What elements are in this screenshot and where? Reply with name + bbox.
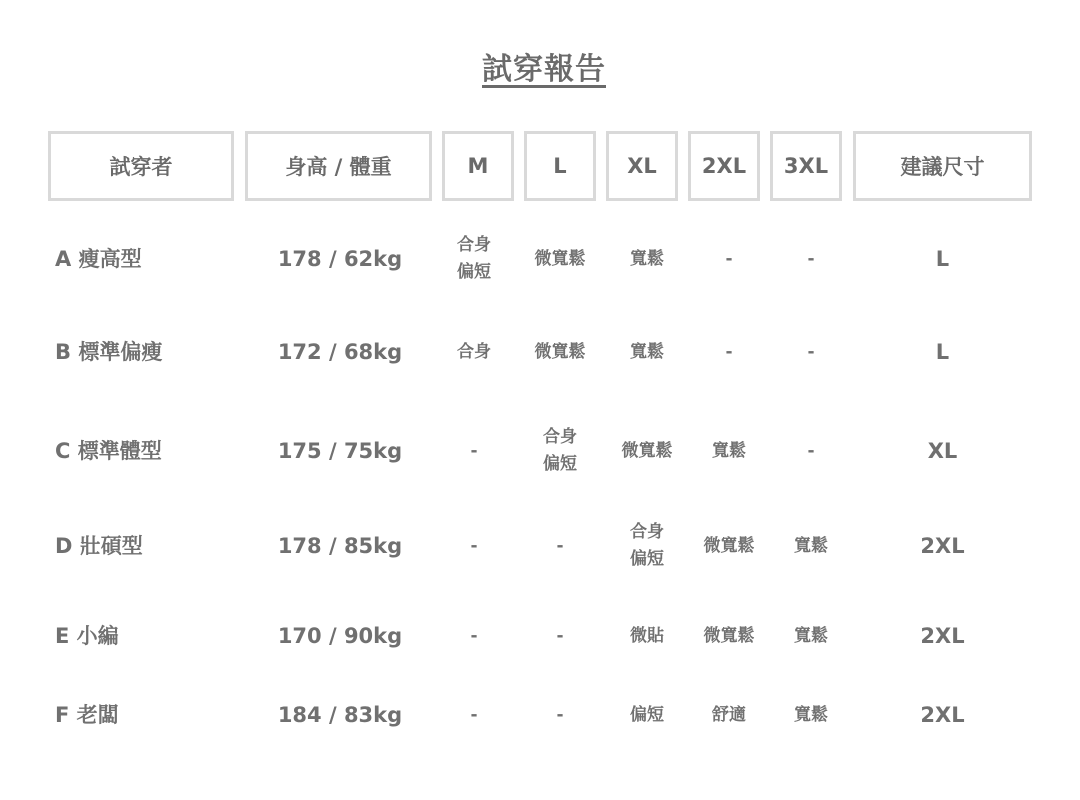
fit-xl: 寬鬆 <box>630 341 664 362</box>
header-size-3xl: 3XL <box>770 131 842 201</box>
fit-xl: 合身 偏短 <box>630 522 664 569</box>
fit-l: - <box>556 704 564 725</box>
header-height-weight: 身高 / 體重 <box>245 131 432 201</box>
row-tester-name: F 老闆 <box>55 702 119 727</box>
recommended-size: 2XL <box>920 702 965 727</box>
fit-m: - <box>470 440 478 461</box>
row-tester-name: D 壯碩型 <box>55 533 143 558</box>
row-body-stats: 178 / 62kg <box>277 246 403 271</box>
fit-2xl: 舒適 <box>712 704 746 725</box>
fit-3xl: 寬鬆 <box>794 535 828 556</box>
fit-xl: 偏短 <box>630 704 664 725</box>
fit-3xl: 寬鬆 <box>794 704 828 725</box>
fit-l: 微寬鬆 <box>534 248 586 269</box>
row-body-stats: 170 / 90kg <box>277 623 403 648</box>
fit-l: - <box>556 625 564 646</box>
fit-3xl: 寬鬆 <box>794 625 828 646</box>
header-size-2xl: 2XL <box>688 131 760 201</box>
fit-2xl: 微寬鬆 <box>703 535 755 556</box>
fit-m: 合身 偏短 <box>457 235 491 282</box>
row-body-stats: 172 / 68kg <box>277 339 403 364</box>
header-tester: 試穿者 <box>48 131 234 201</box>
fit-3xl: - <box>807 248 815 269</box>
fit-m: - <box>470 625 478 646</box>
header-size-xl: XL <box>606 131 678 201</box>
fit-xl: 微寬鬆 <box>621 440 673 461</box>
header-size-m: M <box>442 131 514 201</box>
fit-m: 合身 <box>457 341 491 362</box>
row-body-stats: 178 / 85kg <box>277 533 403 558</box>
row-tester-name: B 標準偏瘦 <box>55 339 163 364</box>
fit-2xl: - <box>725 341 733 362</box>
fit-m: - <box>470 704 478 725</box>
header-recommended-size: 建議尺寸 <box>853 131 1032 201</box>
report-title: 試穿報告 <box>482 52 606 87</box>
fit-xl: 寬鬆 <box>630 248 664 269</box>
fit-2xl: - <box>725 248 733 269</box>
fit-3xl: - <box>807 440 815 461</box>
row-body-stats: 175 / 75kg <box>277 438 403 463</box>
recommended-size: 2XL <box>920 533 965 558</box>
recommended-size: XL <box>927 438 958 463</box>
row-tester-name: A 瘦高型 <box>55 246 142 271</box>
row-tester-name: E 小編 <box>55 623 119 648</box>
fit-2xl: 寬鬆 <box>712 440 746 461</box>
row-tester-name: C 標準體型 <box>55 438 162 463</box>
fit-xl: 微貼 <box>630 625 664 646</box>
fit-l: - <box>556 535 564 556</box>
fit-l: 合身 偏短 <box>543 427 577 474</box>
header-size-l: L <box>524 131 596 201</box>
fit-2xl: 微寬鬆 <box>703 625 755 646</box>
row-body-stats: 184 / 83kg <box>277 702 403 727</box>
recommended-size: L <box>935 246 950 271</box>
recommended-size: L <box>935 339 950 364</box>
fit-m: - <box>470 535 478 556</box>
fit-3xl: - <box>807 341 815 362</box>
recommended-size: 2XL <box>920 623 965 648</box>
fit-l: 微寬鬆 <box>534 341 586 362</box>
